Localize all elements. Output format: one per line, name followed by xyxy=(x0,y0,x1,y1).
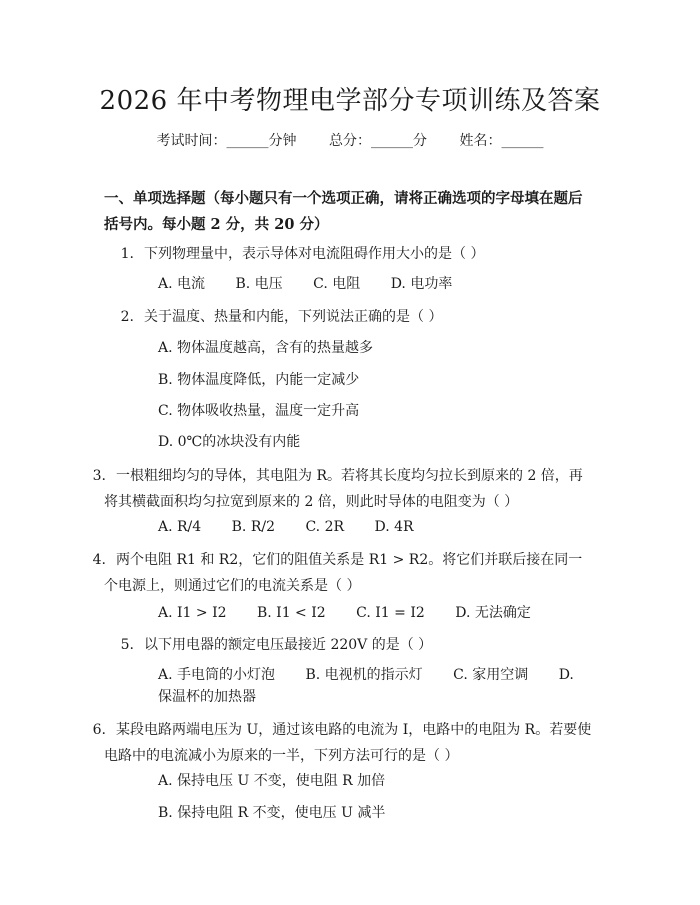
option-b: B. 电视机的指示灯 xyxy=(305,667,423,683)
option-b: B. I1 < I2 xyxy=(256,605,326,621)
exam-time: 考试时间：______分钟 xyxy=(156,133,297,149)
question-5 xyxy=(104,632,592,658)
option-a: A. I1 > I2 xyxy=(158,605,227,621)
section-heading: 一、单项选择题（每小题只有一个选项正确，请将正确选项的字母填在题后括号内。每小题 2 分，共 20 分） xyxy=(104,190,583,233)
question-number: 2. xyxy=(120,309,134,325)
option-c: C. 家用空调 xyxy=(453,667,529,683)
question-number: 3. xyxy=(92,468,106,484)
option-c: C. 2R xyxy=(305,519,345,535)
question-text: 下列物理量中，表示导体对电流阻碍作用大小的是（ ） xyxy=(144,246,485,262)
question-1 xyxy=(104,241,592,267)
option-d: D. 4R xyxy=(374,519,414,535)
question-number: 1. xyxy=(120,246,134,262)
option-d: D. 0℃的冰块没有内能 xyxy=(158,434,301,450)
question-text: 某段电路两端电压为 U，通过该电路的电流为 I，电路中的电阻为 R。若要使电路中的电流减小为原来的一半，下列方法可行的是（ ） xyxy=(104,722,592,764)
option-c: C. I1 = I2 xyxy=(356,605,425,621)
option-b: B. R/2 xyxy=(231,519,275,535)
question-1-options xyxy=(158,272,478,296)
page-title: 2026 年中考物理电学部分专项训练及答案 xyxy=(99,86,601,116)
option-b: B. 保持电阻 R 不变，使电压 U 减半 xyxy=(158,805,386,821)
question-6 xyxy=(92,717,594,769)
option-b: B. 物体温度降低，内能一定减少 xyxy=(158,372,360,388)
question-3 xyxy=(92,463,594,515)
question-number: 5. xyxy=(120,637,134,653)
question-text: 两个电阻 R1 和 R2，它们的阻值关系是 R1 > R2。将它们并联后接在同一个电源上，则通过它们的电流关系是（ ） xyxy=(104,552,583,594)
question-4 xyxy=(92,547,594,599)
option-c: C. 电阻 xyxy=(313,276,361,292)
option-b: B. 电压 xyxy=(235,276,283,292)
question-3-options xyxy=(158,515,440,539)
option-a: A. R/4 xyxy=(158,519,202,535)
option-a: A. 电流 xyxy=(158,276,206,292)
question-text: 一根粗细均匀的导体，其电阻为 R。若将其长度均匀拉长到原来的 2 倍，再将其横截面积均匀拉宽到原来的 2 倍，则此时导体的电阻变为（ ） xyxy=(104,468,583,510)
question-number: 4. xyxy=(92,552,106,568)
question-number: 6. xyxy=(92,722,106,738)
option-a: A. 物体温度越高，含有的热量越多 xyxy=(158,340,374,356)
student-name: 姓名：______ xyxy=(459,133,544,149)
option-d: D. 无法确定 xyxy=(455,605,531,621)
option-d: D. 保温杯的加热器 xyxy=(158,667,574,705)
exam-total-score: 总分：______分 xyxy=(329,133,427,149)
question-text: 以下用电器的额定电压最接近 220V 的是（ ） xyxy=(144,637,433,653)
question-5-options xyxy=(158,664,578,708)
option-d: D. 电功率 xyxy=(390,276,453,292)
exam-info xyxy=(0,130,700,152)
question-4-options xyxy=(158,601,557,625)
option-c: C. 物体吸收热量，温度一定升高 xyxy=(158,403,360,419)
question-2 xyxy=(104,304,592,330)
question-text: 关于温度、热量和内能，下列说法正确的是（ ） xyxy=(144,309,443,325)
option-a: A. 手电筒的小灯泡 xyxy=(158,667,276,683)
option-a: A. 保持电压 U 不变，使电阻 R 加倍 xyxy=(158,773,386,789)
